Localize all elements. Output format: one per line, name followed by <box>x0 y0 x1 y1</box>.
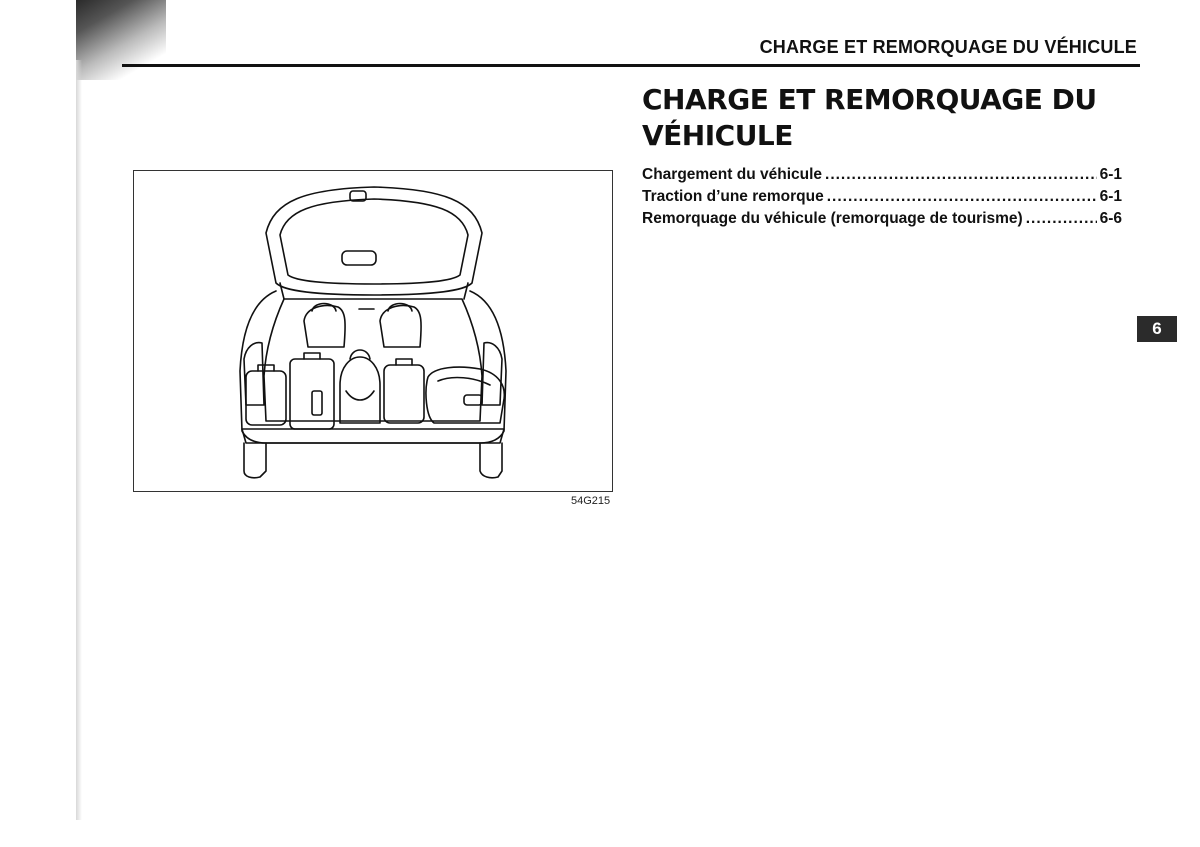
suitcase-medium <box>384 365 424 423</box>
toc-item[interactable] <box>642 166 1122 188</box>
toc-item-page: 6-6 <box>1099 210 1122 227</box>
left-strut <box>280 283 284 299</box>
toc-item-label: Chargement du véhicule <box>642 166 823 183</box>
toc-item[interactable] <box>642 210 1122 232</box>
toc-leader-dots <box>1026 210 1097 228</box>
toc-item-label: Remorquage du véhicule (remorquage de tourisme) <box>642 210 1023 227</box>
left-seat <box>304 306 345 347</box>
right-strut <box>464 283 468 299</box>
figure-frame <box>133 170 613 492</box>
vehicle-cargo-illustration <box>134 171 612 491</box>
toc-leader-dots <box>825 166 1097 184</box>
scan-edge <box>76 60 82 820</box>
tailgate-glass <box>280 199 468 284</box>
header-rule <box>122 64 1140 67</box>
rear-bumper <box>242 429 504 443</box>
chapter-title: CHARGE ET REMORQUAGE DU VÉHICULE <box>642 83 1097 152</box>
left-tire <box>244 443 266 478</box>
duffel-bag <box>340 357 380 423</box>
chapter-tab[interactable]: 6 <box>1137 316 1177 342</box>
toc-leader-dots <box>827 188 1097 206</box>
toc-item-page: 6-1 <box>1099 166 1122 183</box>
running-header: CHARGE ET REMORQUAGE DU VÉHICULE <box>759 37 1137 57</box>
right-seat <box>380 306 421 347</box>
right-tire <box>480 443 502 478</box>
figure-code: 54G215 <box>571 495 611 507</box>
scan-shadow <box>76 0 166 80</box>
table-of-contents <box>642 166 1122 232</box>
toc-item-label: Traction d’une remorque <box>642 188 824 205</box>
toc-item-page: 6-1 <box>1099 188 1122 205</box>
tailgate-handle <box>342 251 376 265</box>
cargo-opening <box>264 299 482 421</box>
toc-item[interactable] <box>642 188 1122 210</box>
